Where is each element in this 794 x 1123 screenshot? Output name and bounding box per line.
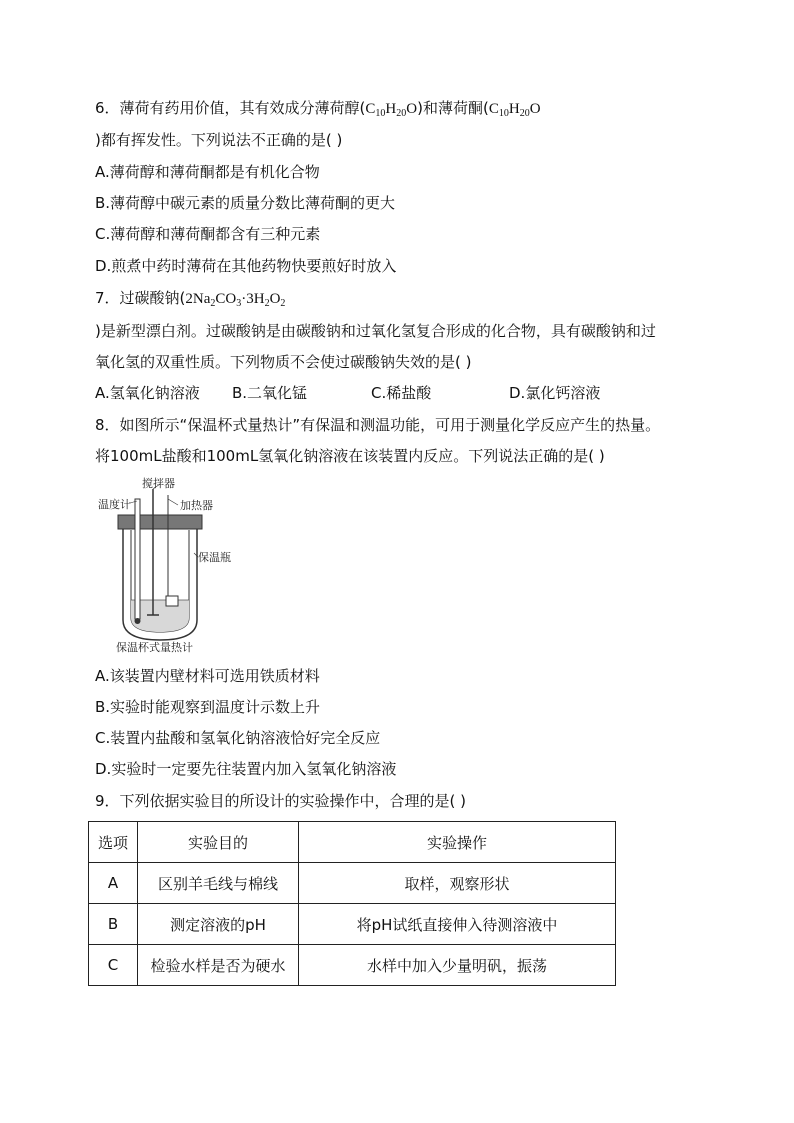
formula-part: 2Na xyxy=(185,291,211,307)
table-cell: C xyxy=(89,945,138,986)
q9-stem: 9．下列依据实验目的所设计的实验操作中，合理的是( ) xyxy=(95,792,467,810)
figure-caption: 保温杯式量热计 xyxy=(116,641,193,654)
q6-stem-line2: )都有挥发性。下列说法不正确的是( ) xyxy=(95,131,343,149)
table-cell: 测定溶液的pH xyxy=(138,904,299,945)
q7-option-c: C.稀盐酸 xyxy=(371,384,432,402)
formula-part: C xyxy=(488,101,499,117)
thermometer xyxy=(135,499,140,619)
q6-option-c: C.薄荷醇和薄荷酮都含有三种元素 xyxy=(95,225,321,243)
table-row xyxy=(89,904,616,945)
table-row xyxy=(89,945,616,986)
formula-subscript: 20 xyxy=(519,108,530,119)
q7-stem-line1 xyxy=(95,288,285,309)
table-cell: 取样，观察形状 xyxy=(299,863,616,904)
q8-option-a: A.该装置内壁材料可选用铁质材料 xyxy=(95,667,320,685)
heater-element xyxy=(166,596,178,606)
formula-part: H xyxy=(385,101,397,117)
table-cell: 水样中加入少量明矾，振荡 xyxy=(299,945,616,986)
q7-stem-line2: )是新型漂白剂。过碳酸钠是由碳酸钠和过氧化氢复合形成的化合物，具有碳酸钠和过 xyxy=(95,322,656,340)
q7-text: 7．过碳酸钠( xyxy=(95,289,186,307)
q8-option-c: C.装置内盐酸和氢氧化钠溶液恰好完全反应 xyxy=(95,729,381,747)
menthol-formula xyxy=(365,101,417,117)
sodium-percarbonate-formula xyxy=(185,291,285,307)
table-header-cell: 实验目的 xyxy=(138,822,299,863)
menthone-formula xyxy=(489,101,541,117)
table-header-row xyxy=(89,822,616,863)
q6-option-a: A.薄荷醇和薄荷酮都是有机化合物 xyxy=(95,163,320,181)
q8-option-d: D.实验时一定要先往装置内加入氢氧化钠溶液 xyxy=(95,760,397,778)
formula-part: H xyxy=(508,101,520,117)
formula-subscript: 20 xyxy=(396,108,407,119)
q8-stem-line2: 将100mL盐酸和100mL氢氧化钠溶液在该装置内反应。下列说法正确的是( ) xyxy=(95,447,605,465)
q7-options xyxy=(95,383,695,403)
formula-subscript: 2 xyxy=(280,298,286,309)
q6-text: )和薄荷酮( xyxy=(417,99,489,117)
formula-subscript: 3 xyxy=(236,298,242,309)
table-cell: A xyxy=(89,863,138,904)
formula-part: C xyxy=(365,101,376,117)
formula-subscript: 10 xyxy=(375,108,386,119)
table-cell: 区别羊毛线与棉线 xyxy=(138,863,299,904)
label-flask: 保温瓶 xyxy=(198,551,231,564)
q9-table xyxy=(88,821,616,986)
table-cell: 检验水样是否为硬水 xyxy=(138,945,299,986)
flask-lid xyxy=(118,515,202,529)
table-header-cell: 选项 xyxy=(89,822,138,863)
q8-option-b: B.实验时能观察到温度计示数上升 xyxy=(95,698,321,716)
formula-subscript: 2 xyxy=(264,298,270,309)
calorimeter-diagram xyxy=(98,475,238,655)
formula-part: ·3H xyxy=(241,291,265,307)
table-row xyxy=(89,863,616,904)
formula-part: O xyxy=(269,291,281,307)
q7-option-a: A.氢氧化钠溶液 xyxy=(95,384,200,402)
q7-option-d: D.氯化钙溶液 xyxy=(509,384,601,402)
q6-stem-line1 xyxy=(95,98,541,119)
table-header-cell: 实验操作 xyxy=(299,822,616,863)
q7-option-b: B.二氧化锰 xyxy=(232,384,308,402)
q8-stem-line1: 8．如图所示“保温杯式量热计”有保温和测温功能，可用于测量化学反应产生的热量。 xyxy=(95,416,661,434)
label-thermometer: 温度计 xyxy=(98,498,131,511)
table-cell: 将pH试纸直接伸入待测溶液中 xyxy=(299,904,616,945)
table-cell: B xyxy=(89,904,138,945)
label-heater: 加热器 xyxy=(180,499,213,512)
formula-part: O xyxy=(529,101,541,117)
formula-part: O xyxy=(406,101,418,117)
q7-stem-line3: 氧化氢的双重性质。下列物质不会使过碳酸钠失效的是( ) xyxy=(95,353,472,371)
q6-text: 6．薄荷有药用价值，其有效成分薄荷醇( xyxy=(95,99,366,117)
label-stirrer: 搅拌器 xyxy=(142,477,175,490)
formula-subscript: 10 xyxy=(498,108,509,119)
q6-option-b: B.薄荷醇中碳元素的质量分数比薄荷酮的更大 xyxy=(95,194,396,212)
thermometer-bulb xyxy=(135,618,141,624)
q6-option-d: D.煎煮中药时薄荷在其他药物快要煎好时放入 xyxy=(95,257,397,275)
formula-part: CO xyxy=(215,291,237,307)
formula-subscript: 2 xyxy=(210,298,216,309)
calorimeter-figure xyxy=(98,475,238,655)
